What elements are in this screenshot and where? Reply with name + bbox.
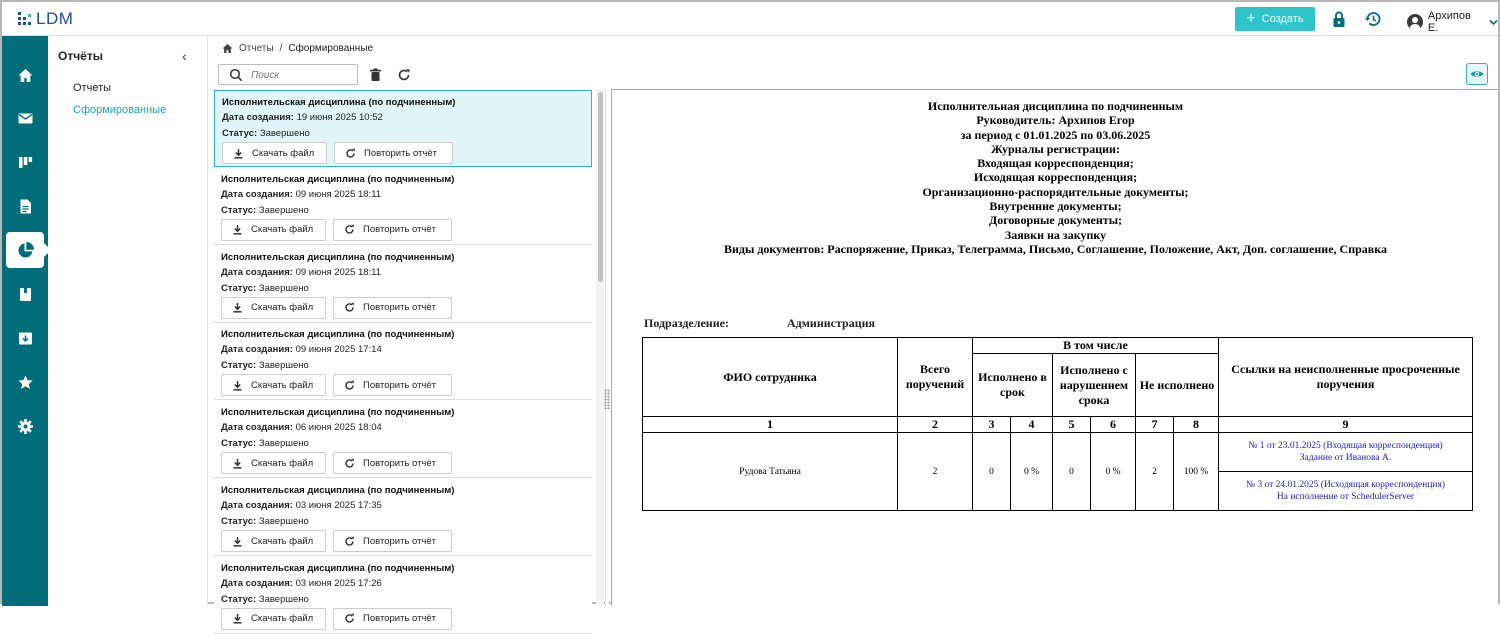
delete-trash-icon[interactable] (369, 68, 382, 82)
logo-icon (18, 11, 31, 28)
repeat-label: Повторить отчёт (363, 457, 437, 469)
cell-late: 0 (1053, 433, 1091, 511)
repeat-report-button[interactable] (333, 608, 452, 630)
report-status (222, 128, 310, 139)
status-label: Статус: (221, 204, 257, 216)
splitter-grip-icon[interactable] (604, 389, 610, 409)
user-menu[interactable] (1407, 10, 1498, 34)
repeat-icon (344, 536, 355, 547)
history-icon[interactable] (1364, 10, 1382, 28)
date-value: 03 июня 2025 17:26 (295, 577, 382, 589)
settings-gear-icon (17, 418, 34, 435)
col-number: 3 (973, 417, 1011, 433)
status-label: Статус: (221, 360, 257, 372)
repeat-report-button[interactable] (333, 297, 452, 319)
report-header-line: Исполнительная дисциплина по подчиненным (927, 99, 1184, 113)
repeat-report-button[interactable] (333, 452, 452, 474)
report-date (221, 267, 381, 278)
report-title: Исполнительская дисциплина (по подчиненным) (221, 407, 455, 419)
top-bar (2, 2, 1498, 36)
status-label: Статус: (221, 593, 257, 605)
panel-splitter[interactable] (605, 89, 609, 606)
list-scrollbar-thumb[interactable] (598, 92, 603, 282)
col-number: 6 (1091, 417, 1136, 433)
report-status (221, 360, 309, 371)
col-number: 5 (1053, 417, 1091, 433)
star-icon (17, 374, 34, 391)
plus-icon: + (1246, 10, 1256, 27)
status-label: Статус: (221, 516, 257, 527)
download-file-button[interactable] (221, 530, 326, 552)
col-number: 4 (1011, 417, 1053, 433)
overdue-link[interactable] (1219, 433, 1473, 472)
report-header-line: Виды документов: Распоряжение, Приказ, Телеграмма, Письмо, Соглашение, Положение, Акт, Доп. соглашение, Справка (723, 241, 1388, 256)
cell-total: 2 (898, 433, 973, 511)
department-label: Подразделение: (644, 316, 729, 330)
download-icon (232, 613, 243, 624)
download-icon (233, 148, 244, 159)
col-number: 2 (898, 417, 973, 433)
cell-ontime: 0 (973, 433, 1011, 511)
repeat-report-button[interactable] (334, 142, 453, 164)
nav-board[interactable] (6, 144, 44, 180)
repeat-icon (344, 380, 355, 391)
nav-rail (2, 36, 48, 606)
report-header-line: Заявки на закупку (1004, 227, 1107, 242)
report-title: Исполнительская дисциплина (по подчиненным) (221, 173, 455, 185)
download-label: Скачать файл (251, 535, 314, 547)
report-header-line: Внутренние документы; (989, 199, 1122, 214)
repeat-label: Повторить отчёт (364, 147, 438, 159)
nav-favorites[interactable] (6, 364, 44, 400)
date-label: Дата создания: (221, 577, 293, 589)
board-icon (17, 154, 34, 171)
home-icon[interactable] (222, 43, 233, 54)
overdue-link-line[interactable]: № 3 от 24.01.2025 (Исходящая корреспонденция) (1245, 480, 1446, 490)
download-label: Скачать файл (251, 457, 314, 469)
nav-reports[interactable] (6, 232, 44, 268)
repeat-label: Повторить отчёт (363, 224, 437, 236)
overdue-link-line[interactable]: № 1 от 23.01.2025 (Входящая корреспонденция) (1248, 441, 1443, 451)
report-status (221, 516, 309, 527)
date-value: 19 июня 2025 10:52 (296, 112, 383, 123)
report-title: Исполнительская дисциплина (по подчиненным) (221, 251, 455, 263)
date-value: 09 июня 2025 17:14 (295, 344, 382, 356)
report-header-line: Журналы регистрации: (991, 141, 1120, 156)
overdue-link-line[interactable]: На исполнение от SchedulerServer (1276, 492, 1415, 502)
repeat-report-button[interactable] (333, 530, 452, 552)
collapse-sidebar-chevron-left-icon[interactable]: ‹ (182, 48, 187, 64)
reports-sidebar (48, 36, 208, 606)
report-status (221, 283, 309, 294)
report-table (642, 337, 1473, 511)
preview-toggle-button[interactable] (1466, 63, 1488, 85)
col-header-fio: ФИО сотрудника (643, 338, 898, 417)
report-header-line: Руководитель: Архипов Егор (976, 113, 1135, 128)
repeat-label: Повторить отчёт (363, 535, 437, 547)
nav-archive[interactable] (6, 320, 44, 356)
col-number: 7 (1136, 417, 1174, 433)
search-icon (229, 68, 243, 82)
report-card[interactable] (214, 168, 592, 245)
report-header-line: Входящая корреспонденция; (977, 156, 1134, 171)
breadcrumb-separator: / (279, 43, 283, 54)
status-value: Завершено (258, 593, 309, 605)
home-icon (17, 67, 34, 84)
sidebar-item-reports[interactable]: Отчеты (73, 82, 112, 94)
col-header-ontime: Исполнено в срок (973, 354, 1053, 417)
report-card[interactable] (214, 557, 592, 634)
download-label: Скачать файл (251, 302, 314, 314)
col-number: 8 (1174, 417, 1219, 433)
mail-icon (17, 110, 34, 127)
breadcrumb-reports[interactable]: Отчеты (239, 43, 274, 54)
repeat-icon (344, 613, 355, 624)
date-value: 09 июня 2025 18:11 (295, 188, 382, 200)
repeat-label: Повторить отчёт (363, 302, 437, 314)
cell-not-done-pct: 100 % (1174, 433, 1219, 511)
nav-book[interactable] (6, 276, 44, 312)
download-label: Скачать файл (251, 379, 314, 391)
sidebar-title: Отчёты (58, 49, 103, 63)
book-icon (17, 286, 34, 303)
repeat-icon (344, 224, 355, 235)
status-label: Статус: (221, 282, 257, 294)
status-value: Завершено (258, 516, 309, 527)
report-card[interactable] (214, 323, 592, 400)
status-label: Статус: (221, 438, 257, 450)
report-title: Исполнительская дисциплина (по подчиненным) (221, 562, 455, 574)
report-preview (611, 89, 1498, 606)
download-file-button[interactable] (221, 297, 326, 319)
user-name: Архипов Е. (1427, 10, 1471, 34)
col-header-not-done: Не исполнено (1136, 354, 1219, 417)
cell-employee-name: Рудова Татьяна (643, 433, 898, 511)
repeat-icon (345, 148, 356, 159)
create-button[interactable] (1235, 7, 1315, 31)
download-icon (232, 224, 243, 235)
download-file-button[interactable] (222, 142, 327, 164)
chevron-down-icon (1489, 18, 1498, 27)
logo[interactable] (18, 9, 73, 29)
breadcrumb (222, 43, 373, 54)
report-status (221, 205, 309, 216)
nav-home[interactable] (6, 57, 44, 93)
report-status (221, 594, 309, 605)
download-icon (232, 380, 243, 391)
col-header-total: Всего поручений (898, 338, 973, 417)
download-icon (232, 458, 243, 469)
report-date (221, 578, 382, 589)
report-date (221, 189, 381, 200)
repeat-icon (344, 458, 355, 469)
download-label: Скачать файл (252, 147, 315, 159)
report-date (221, 422, 382, 433)
nav-mail[interactable] (6, 100, 44, 136)
col-header-late: Исполнено с нарушением срока (1053, 354, 1136, 417)
download-label: Скачать файл (251, 224, 314, 236)
report-status (221, 438, 309, 449)
date-label: Дата создания: (221, 500, 293, 511)
col-header-links: Ссылки на неисполненные просроченные поручения (1219, 338, 1473, 417)
date-value: 09 июня 2025 18:11 (295, 266, 382, 278)
report-header-line: Исходящая корреспонденция; (973, 170, 1138, 185)
report-card[interactable] (214, 246, 592, 323)
refresh-icon[interactable] (397, 68, 411, 82)
report-header-line: Организационно-распорядительные документы; (922, 184, 1189, 199)
col-number: 1 (643, 417, 898, 433)
cell-not-done: 2 (1136, 433, 1174, 511)
download-icon (232, 536, 243, 547)
report-title: Исполнительская дисциплина (по подчиненным) (222, 97, 456, 108)
status-value: Завершено (258, 438, 309, 450)
date-label: Дата создания: (221, 266, 293, 278)
report-header (612, 99, 1499, 256)
date-label: Дата создания: (221, 344, 293, 356)
create-button-label: Создать (1261, 13, 1304, 25)
download-label: Скачать файл (251, 613, 314, 625)
department-value: Администрация (787, 316, 876, 330)
report-card[interactable] (214, 90, 592, 167)
reports-pie-icon (16, 241, 35, 260)
sidebar-item-generated[interactable]: Сформированные (73, 104, 167, 116)
download-file-button[interactable] (221, 452, 326, 474)
repeat-report-button[interactable] (333, 374, 452, 396)
overdue-link[interactable] (1219, 472, 1473, 511)
report-title: Исполнительская дисциплина (по подчиненным) (221, 329, 455, 341)
report-date (221, 344, 382, 355)
status-value: Завершено (258, 204, 309, 216)
lock-icon[interactable] (1330, 10, 1348, 28)
report-date (222, 112, 383, 123)
date-value: 06 июня 2025 18:04 (295, 422, 382, 434)
status-value: Завершено (258, 282, 309, 294)
repeat-icon (344, 302, 355, 313)
status-label: Статус: (222, 128, 258, 139)
report-header-line: Договорные документы; (988, 213, 1123, 228)
user-avatar-icon (1407, 14, 1423, 30)
col-number: 9 (1219, 417, 1473, 433)
cell-ontime-pct: 0 % (1011, 433, 1053, 511)
report-title: Исполнительская дисциплина (по подчиненным) (221, 485, 455, 496)
cell-late-pct: 0 % (1091, 433, 1136, 511)
report-date (221, 500, 382, 511)
report-card[interactable] (214, 401, 592, 478)
overdue-link-line[interactable]: Задание от Иванова А. (1299, 453, 1392, 463)
repeat-report-button[interactable] (333, 219, 452, 241)
status-value: Завершено (258, 360, 309, 372)
report-header-line: за период с 01.01.2025 по 03.06.2025 (960, 127, 1151, 142)
nav-documents[interactable] (6, 188, 44, 224)
logo-text: LDM (36, 9, 74, 28)
breadcrumb-current: Сформированные (288, 43, 374, 54)
date-label: Дата создания: (221, 188, 293, 200)
repeat-label: Повторить отчёт (363, 613, 437, 625)
date-label: Дата создания: (221, 422, 293, 434)
download-file-button[interactable] (221, 374, 326, 396)
report-list (212, 89, 592, 625)
repeat-label: Повторить отчёт (363, 379, 437, 391)
nav-settings[interactable] (6, 408, 44, 444)
search-input[interactable] (251, 68, 351, 82)
archive-icon (17, 330, 34, 347)
download-file-button[interactable] (221, 608, 326, 630)
eye-icon (1470, 69, 1484, 79)
status-value: Завершено (259, 128, 310, 139)
search-box[interactable] (218, 64, 358, 85)
date-value: 03 июня 2025 17:35 (295, 500, 382, 511)
report-card[interactable] (214, 479, 592, 556)
download-icon (232, 302, 243, 313)
date-label: Дата создания: (222, 112, 294, 123)
download-file-button[interactable] (221, 219, 326, 241)
col-header-included: В том числе (973, 338, 1219, 354)
document-icon (17, 198, 34, 215)
